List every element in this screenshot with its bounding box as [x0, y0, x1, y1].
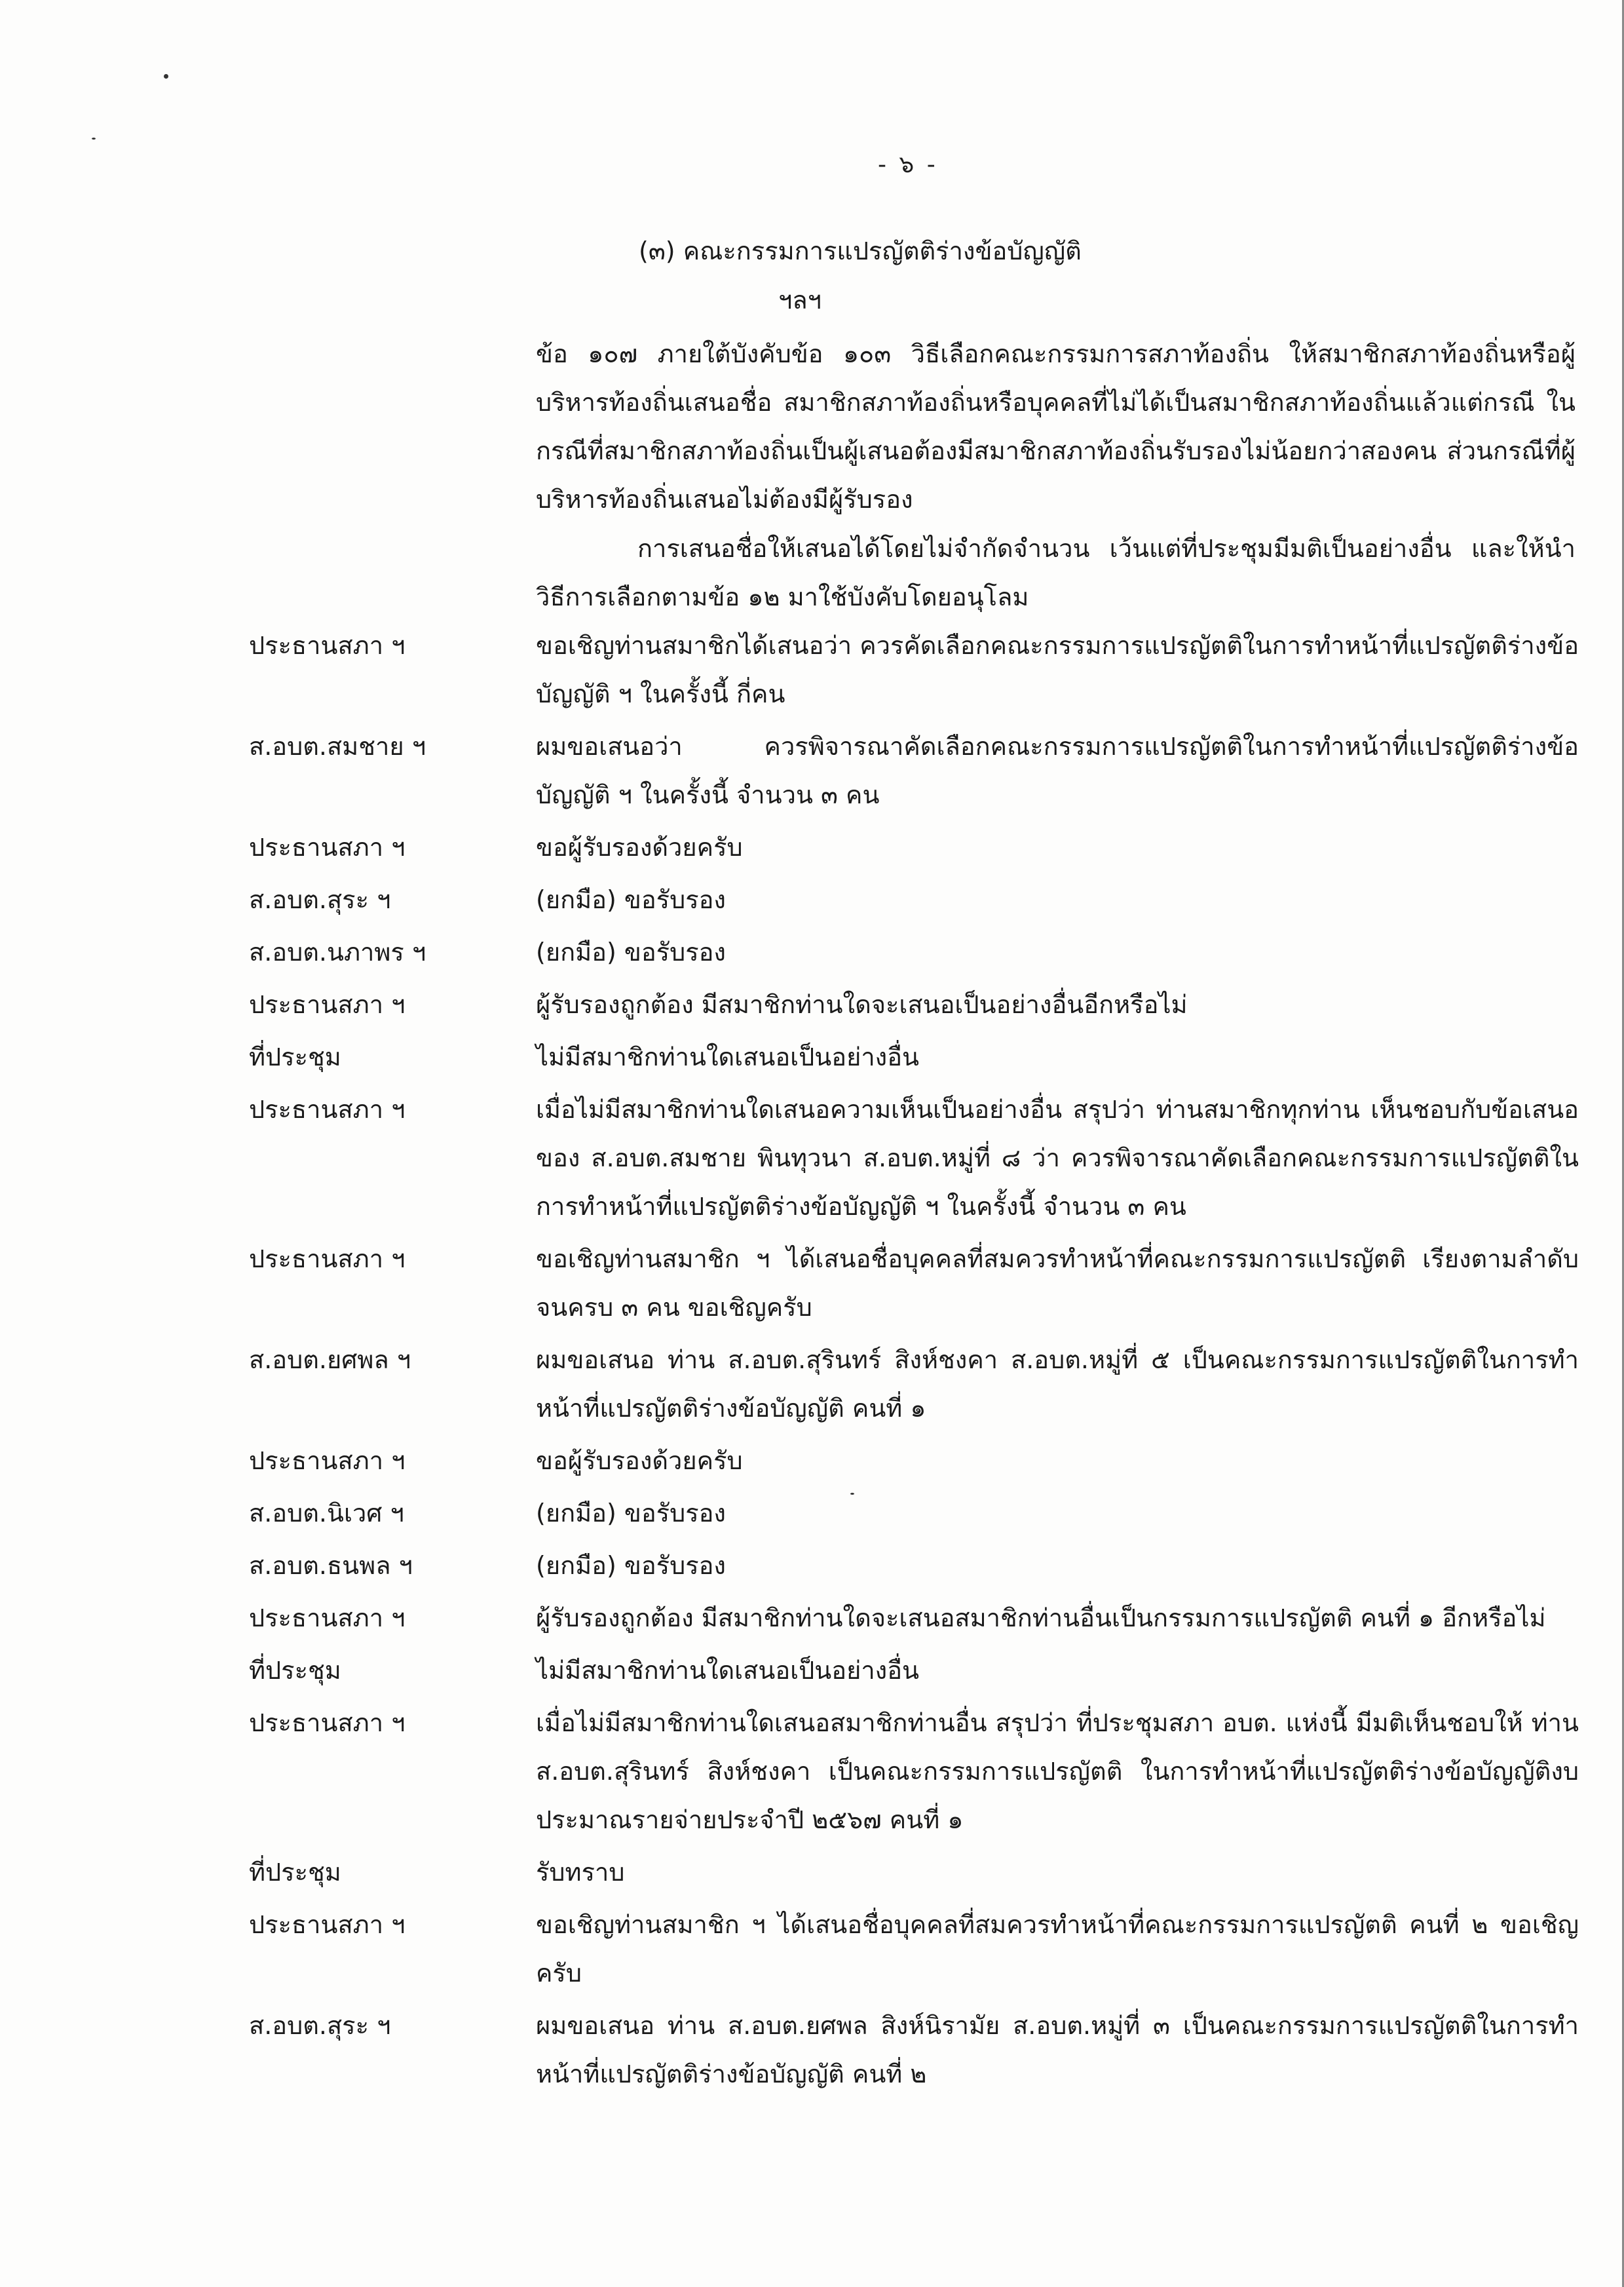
transcript-row — [249, 1489, 1579, 1537]
transcript-row — [249, 1085, 1579, 1231]
speaker-name: ประธานสภา ฯ — [249, 990, 406, 1019]
speaker-name: ที่ประชุม — [249, 1656, 341, 1685]
transcript-row — [249, 1848, 1579, 1896]
speaker-name: ส.อบต.นิเวศ ฯ — [249, 1499, 404, 1528]
speech-text: ผู้รับรองถูกต้อง มีสมาชิกท่านใดจะเสนอสมาชิกท่านอื่นเป็นกรรมการแปรญัตติ คนที่ ๑ อีกหรือไม่ — [536, 1604, 1546, 1632]
speech-text: รับทราบ — [536, 1858, 625, 1887]
speaker-name: ประธานสภา ฯ — [249, 1446, 406, 1475]
speech-text: ขอเชิญท่านสมาชิก ฯ ได้เสนอชื่อบุคคลที่สมควรทำหน้าที่คณะกรรมการแปรญัตติ คนที่ ๒ ขอเชิญครับ — [536, 1910, 1579, 1988]
transcript-row — [249, 1336, 1579, 1432]
speech-text: ไม่มีสมาชิกท่านใดเสนอเป็นอย่างอื่น — [536, 1656, 920, 1685]
speech-text: เมื่อไม่มีสมาชิกท่านใดเสนอสมาชิกท่านอื่น สรุปว่า ที่ประชุมสภา อบต. แห่งนี้ มีมติเห็นชอบให้ ท่าน ส.อบต.สุรินทร์ สิงห์ชงคา เป็นคณะกรรมการแปรญัตติ ในการทำหน้าที่แปรญัตติร่างข้อบัญญัติงบประมาณรายจ่ายประจำปี ๒๕๖๗ คนที่ ๑ — [536, 1708, 1579, 1834]
section-heading: (๓) คณะกรรมการแปรญัตติร่างข้อบัญญัติ — [639, 237, 1082, 265]
transcript-row — [249, 621, 1579, 718]
speaker-name: ประธานสภา ฯ — [249, 833, 406, 862]
speaker-name: ส.อบต.สมชาย ฯ — [249, 732, 426, 761]
transcript-row — [249, 2001, 1579, 2098]
transcript-row — [249, 1900, 1579, 1997]
meeting-transcript — [249, 621, 1579, 2102]
speech-text: (ยกมือ) ขอรับรอง — [536, 1551, 726, 1580]
speech-text: ขอผู้รับรองด้วยครับ — [536, 833, 743, 862]
speech-text: ผมขอเสนอว่า ควรพิจารณาคัดเลือกคณะกรรมการแปรญัตติในการทำหน้าที่แปรญัตติร่างข้อบัญญัติ ฯ ในครั้งนี้ จำนวน ๓ คน — [536, 732, 1579, 809]
speaker-name: ประธานสภา ฯ — [249, 1095, 406, 1124]
speaker-name: ที่ประชุม — [249, 1858, 341, 1887]
speech-text: ผมขอเสนอ ท่าน ส.อบต.สุรินทร์ สิงห์ชงคา ส.อบต.หมู่ที่ ๕ เป็นคณะกรรมการแปรญัตติในการทำหน้าที่แปรญัตติร่างข้อบัญญัติ คนที่ ๑ — [536, 1345, 1579, 1423]
transcript-row — [249, 1033, 1579, 1081]
transcript-row — [249, 722, 1579, 819]
transcript-row — [249, 980, 1579, 1029]
transcript-row — [249, 1235, 1579, 1332]
speech-text: ไม่มีสมาชิกท่านใดเสนอเป็นอย่างอื่น — [536, 1043, 920, 1071]
regulation-paragraph: การเสนอชื่อให้เสนอได้โดยไม่จำกัดจำนวน เว้นแต่ที่ประชุมมีมติเป็นอย่างอื่น และให้นำวิธีการเลือกตามข้อ ๑๒ มาใช้บังคับโดยอนุโลม — [536, 534, 1576, 611]
speaker-name: ส.อบต.สุระ ฯ — [249, 2011, 391, 2040]
transcript-row — [249, 823, 1579, 872]
transcript-row — [249, 928, 1579, 976]
speech-text: (ยกมือ) ขอรับรอง — [536, 1499, 726, 1528]
scan-speck — [164, 74, 168, 79]
speaker-name: ประธานสภา ฯ — [249, 1910, 406, 1939]
speech-text: ขอเชิญท่านสมาชิก ฯ ได้เสนอชื่อบุคคลที่สมควรทำหน้าที่คณะกรรมการแปรญัตติ เรียงตามลำดับจนครบ ๓ คน ขอเชิญครับ — [536, 1244, 1579, 1322]
etc-mark: ฯลฯ — [778, 286, 821, 315]
speaker-name: ประธานสภา ฯ — [249, 1604, 406, 1632]
speech-text: (ยกมือ) ขอรับรอง — [536, 938, 726, 967]
transcript-row — [249, 1646, 1579, 1695]
transcript-row — [249, 1541, 1579, 1590]
transcript-row — [249, 1699, 1579, 1844]
speaker-name: ประธานสภา ฯ — [249, 1708, 406, 1737]
speech-text: ผมขอเสนอ ท่าน ส.อบต.ยศพล สิงห์นิรามัย ส.อบต.หมู่ที่ ๓ เป็นคณะกรรมการแปรญัตติในการทำหน้าที่แปรญัตติร่างข้อบัญญัติ คนที่ ๒ — [536, 2011, 1579, 2088]
speech-text: ขอผู้รับรองด้วยครับ — [536, 1446, 743, 1475]
speaker-name: ส.อบต.ธนพล ฯ — [249, 1551, 413, 1580]
speech-text: (ยกมือ) ขอรับรอง — [536, 885, 726, 914]
scan-speck — [92, 138, 96, 140]
speaker-name: ที่ประชุม — [249, 1043, 341, 1071]
speaker-name: ส.อบต.สุระ ฯ — [249, 885, 391, 914]
transcript-row — [249, 1436, 1579, 1485]
regulation-paragraph: ข้อ ๑๐๗ ภายใต้บังคับข้อ ๑๐๓ วิธีเลือกคณะกรรมการสภาท้องถิ่น ให้สมาชิกสภาท้องถิ่นหรือผู้บริหารท้องถิ่นเสนอชื่อ สมาชิกสภาท้องถิ่นหรือบุคคลที่ไม่ได้เป็นสมาชิกสภาท้องถิ่นแล้วแต่กรณี ในกรณีที่สมาชิกสภาท้องถิ่นเป็นผู้เสนอต้องมีสมาชิกสภาท้องถิ่นรับรองไม่น้อยกว่าสองคน ส่วนกรณีที่ผู้บริหารท้องถิ่นเสนอไม่ต้องมีผู้รับรอง — [536, 339, 1576, 514]
speech-text: เมื่อไม่มีสมาชิกท่านใดเสนอความเห็นเป็นอย่างอื่น สรุปว่า ท่านสมาชิกทุกท่าน เห็นชอบกับข้อเสนอของ ส.อบต.สมชาย พินทุวนา ส.อบต.หมู่ที่ ๘ ว่า ควรพิจารณาคัดเลือกคณะกรรมการแปรญัตติในการทำหน้าที่แปรญัตติร่างข้อบัญญัติ ฯ ในครั้งนี้ จำนวน ๓ คน — [536, 1095, 1579, 1221]
speech-text: ขอเชิญท่านสมาชิกได้เสนอว่า ควรคัดเลือกคณะกรรมการแปรญัตติในการทำหน้าที่แปรญัตติร่างข้อบัญญัติ ฯ ในครั้งนี้ กี่คน — [536, 631, 1579, 708]
speaker-name: ประธานสภา ฯ — [249, 631, 406, 660]
transcript-row — [249, 1594, 1579, 1642]
page-number: - ๖ - — [878, 151, 938, 178]
transcript-row — [249, 875, 1579, 924]
speech-text: ผู้รับรองถูกต้อง มีสมาชิกท่านใดจะเสนอเป็นอย่างอื่นอีกหรือไม่ — [536, 990, 1188, 1019]
speaker-name: ส.อบต.ยศพล ฯ — [249, 1345, 411, 1374]
speaker-name: ประธานสภา ฯ — [249, 1244, 406, 1273]
speaker-name: ส.อบต.นภาพร ฯ — [249, 938, 426, 967]
